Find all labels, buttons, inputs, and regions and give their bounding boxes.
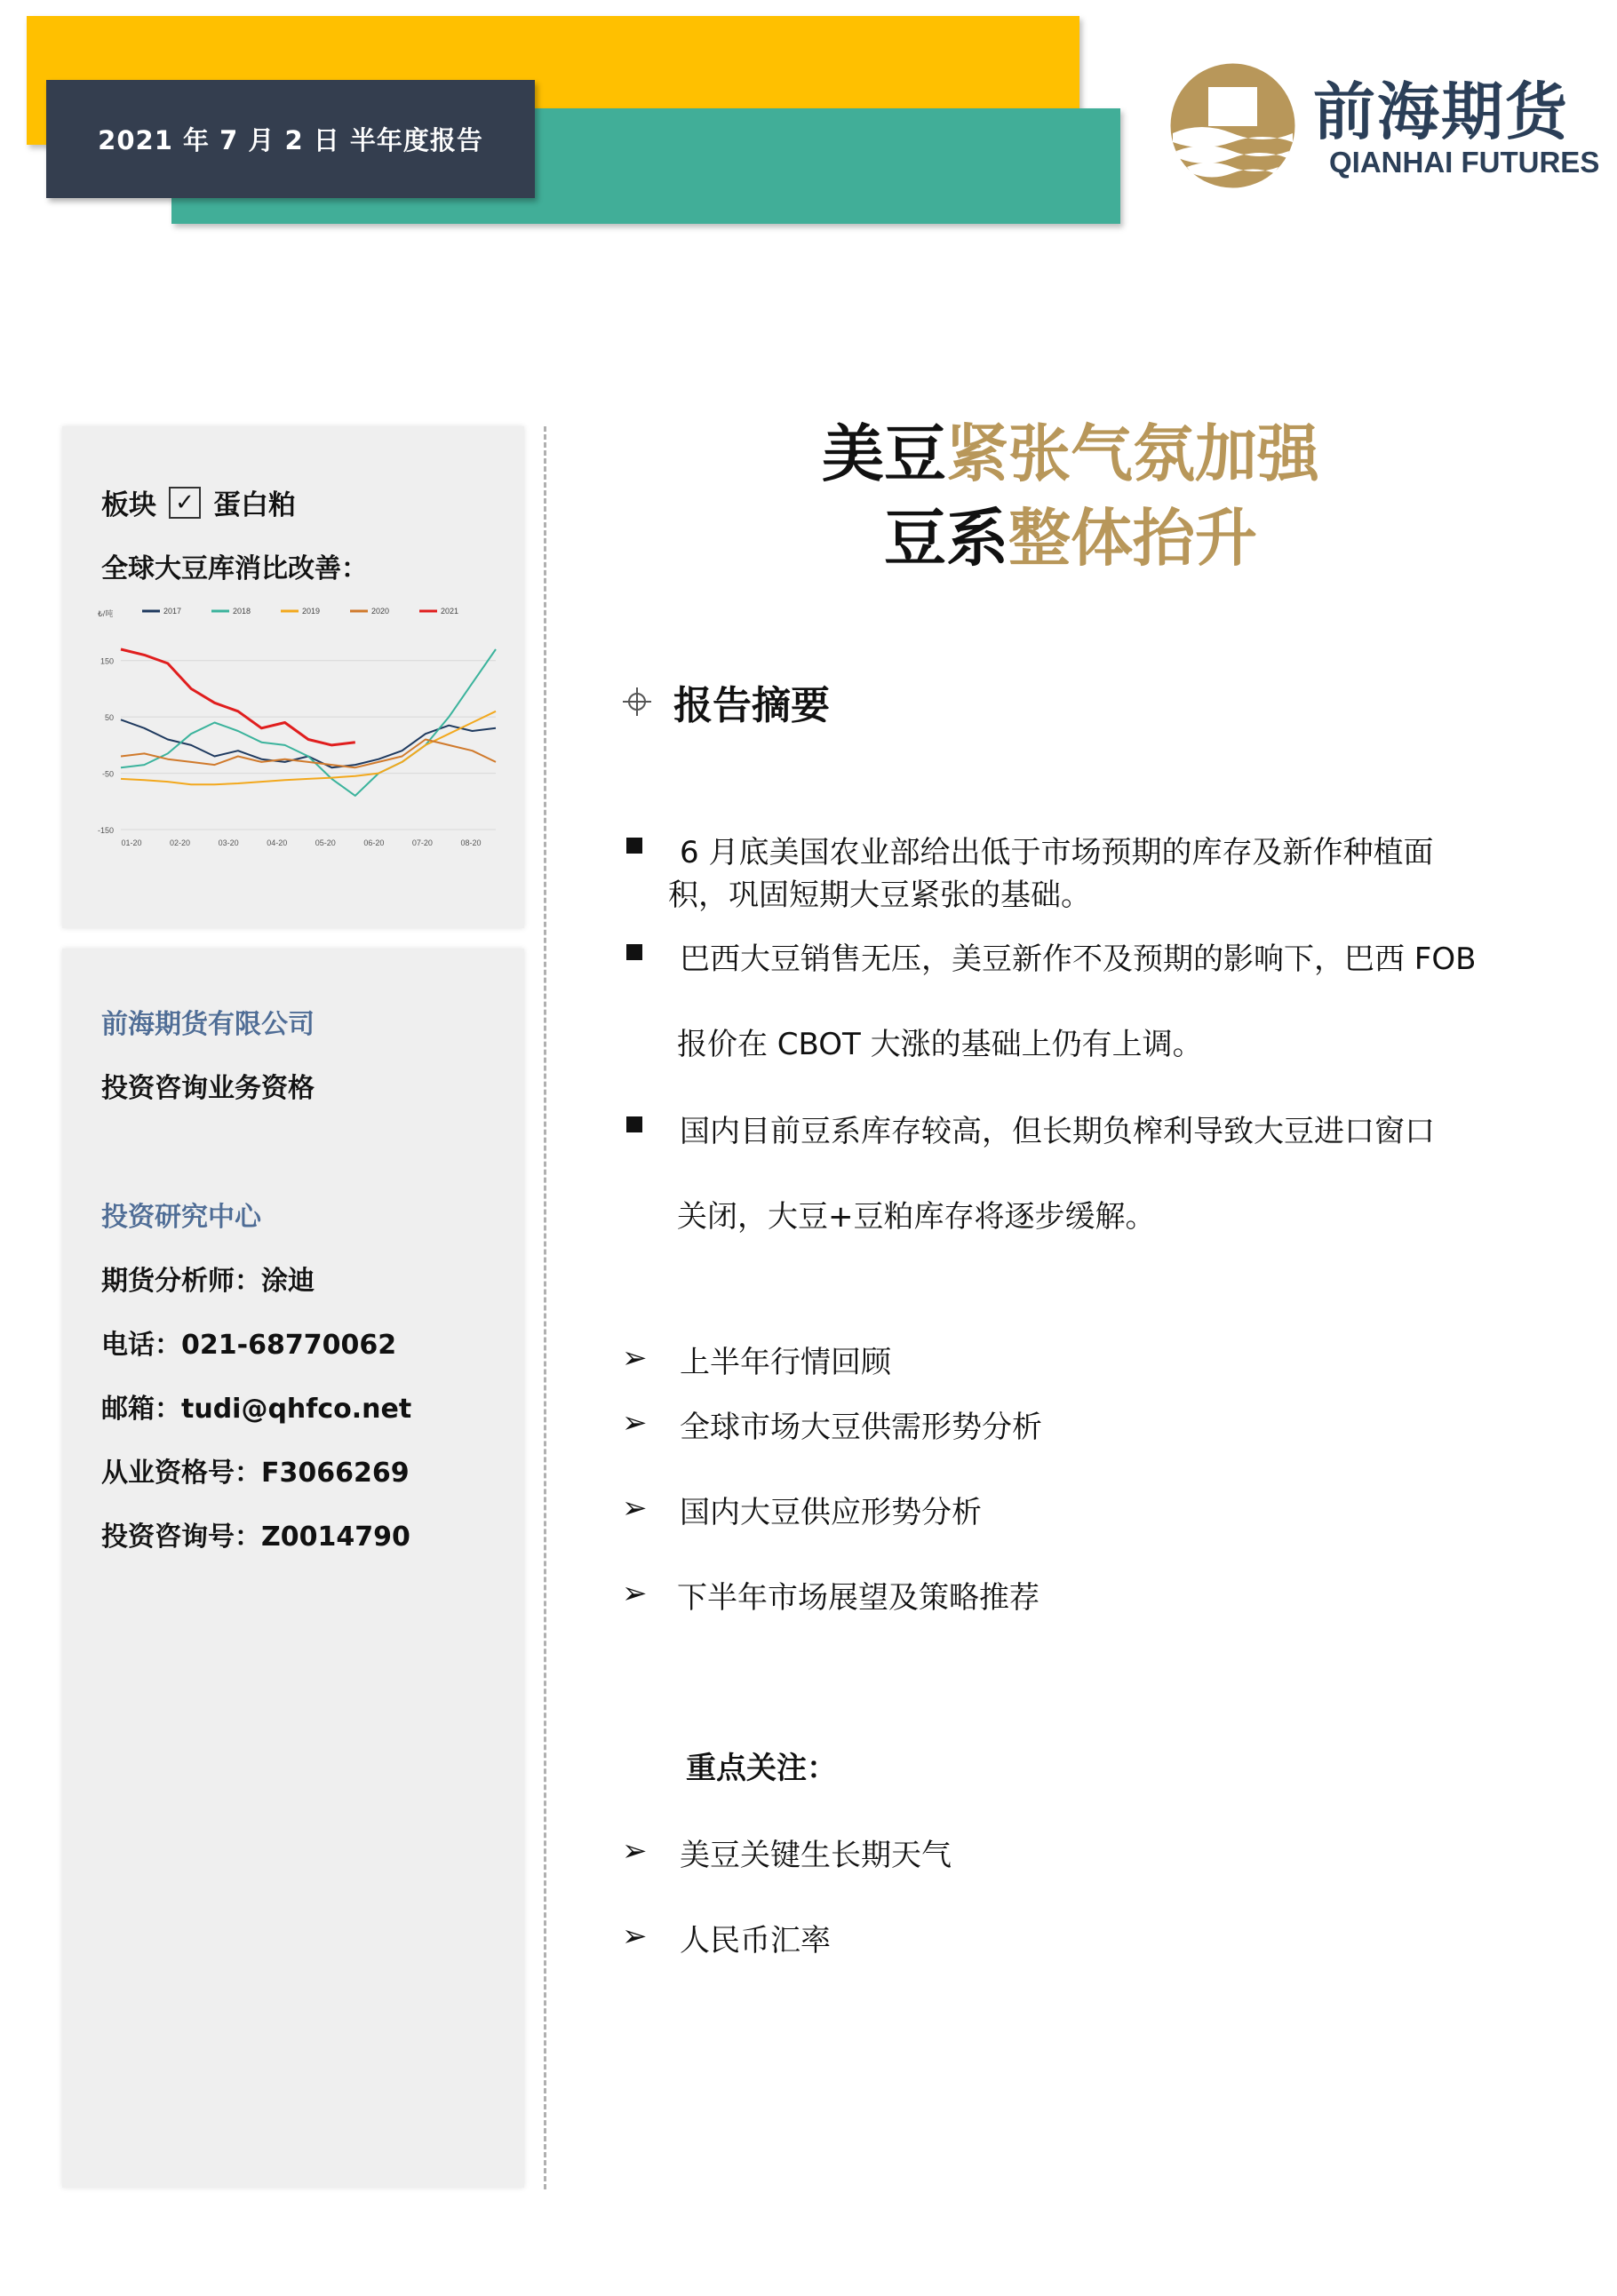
- checkbox-checked-icon: ✓: [169, 487, 201, 519]
- toc-item: 全球市场大豆供需形势分析: [680, 1410, 1042, 1445]
- advisory-number: 投资咨询号：Z0014790: [101, 1521, 410, 1553]
- focus-heading: 重点关注：: [686, 1751, 837, 1786]
- abstract-point-2-line2: 报价在 CBOT 大涨的基础上仍有上调。: [677, 1027, 1203, 1062]
- chart-caption: 全球大豆库消比改善：: [101, 553, 368, 584]
- square-bullet-icon: [626, 944, 642, 960]
- x-tick-label: 07-20: [411, 838, 433, 847]
- phone: 电话：021-68770062: [101, 1330, 397, 1361]
- legend-label-2021: 2021: [441, 607, 459, 616]
- abstract-point-3-line2: 关闭，大豆+豆粕库存将逐步缓解。: [677, 1199, 1156, 1235]
- y-tick-label: 50: [104, 713, 114, 723]
- x-tick-label: 02-20: [170, 838, 191, 847]
- logo-chinese-name: 前海期货: [1313, 75, 1569, 148]
- x-tick-label: 01-20: [121, 838, 142, 847]
- title-line2-black: 豆系: [884, 502, 1008, 575]
- contact-panel: [62, 949, 524, 2188]
- arrow-bullet-icon: ➢: [622, 1919, 648, 1954]
- license-number: 从业资格号：F3066269: [101, 1458, 410, 1489]
- toc-item: 上半年行情回顾: [680, 1345, 891, 1380]
- crosshair-icon: [622, 687, 652, 717]
- abstract-point-1-line1: 6 月底美国农业部给出低于市场预期的库存及新作种植面: [680, 835, 1434, 870]
- soy-stock-ratio-chart: [78, 597, 508, 851]
- email: 邮箱：tudi@qhfco.net: [101, 1394, 412, 1425]
- qianhai-logo-icon: [1169, 62, 1296, 189]
- sector-row: [101, 482, 296, 522]
- legend-label-2019: 2019: [302, 607, 321, 616]
- arrow-bullet-icon: ➢: [622, 1833, 648, 1869]
- x-tick-label: 08-20: [460, 838, 482, 847]
- x-tick-label: 05-20: [315, 838, 336, 847]
- toc-item: 国内大豆供应形势分析: [680, 1495, 982, 1530]
- analyst-name: 期货分析师：涂迪: [101, 1266, 315, 1297]
- legend-label-2020: 2020: [371, 607, 390, 616]
- title-line1-black: 美豆: [822, 417, 946, 490]
- logo-english-name: QIANHAI FUTURES: [1329, 146, 1600, 179]
- abstract-point-1-line2: 积，巩固短期大豆紧张的基础。: [668, 878, 1091, 913]
- title-line1-gold: 紧张气氛加强: [946, 417, 1319, 490]
- y-tick-label: -150: [97, 826, 114, 835]
- toc-item: 下半年市场展望及策略推荐: [677, 1580, 1040, 1616]
- abstract-point-3-line1: 国内目前豆系库存较高，但长期负榨利导致大豆进口窗口: [680, 1114, 1435, 1149]
- sector-value: 蛋白粕: [213, 489, 296, 521]
- y-tick-label: -50: [101, 769, 114, 779]
- y-unit-label: ₺/吨: [98, 609, 114, 618]
- report-title-line2: [569, 489, 1573, 578]
- x-tick-label: 03-20: [218, 838, 239, 847]
- abstract-point-2-line1: 巴西大豆销售无压，美豆新作不及预期的影响下，巴西 FOB: [680, 941, 1477, 977]
- series-line-2020: [121, 740, 496, 768]
- y-tick-label: 150: [100, 656, 114, 666]
- x-tick-label: 06-20: [363, 838, 385, 847]
- legend-label-2017: 2017: [163, 607, 182, 616]
- series-line-2018: [121, 649, 496, 796]
- abstract-heading: [622, 673, 830, 730]
- arrow-bullet-icon: ➢: [622, 1405, 648, 1441]
- arrow-bullet-icon: ➢: [622, 1490, 648, 1526]
- arrow-bullet-icon: ➢: [622, 1340, 648, 1376]
- focus-item: 美豆关键生长期天气: [680, 1838, 952, 1873]
- focus-item: 人民币汇率: [680, 1923, 831, 1958]
- arrow-bullet-icon: ➢: [622, 1576, 648, 1611]
- square-bullet-icon: [626, 1116, 642, 1132]
- legend-label-2018: 2018: [233, 607, 251, 616]
- report-title-line1: [569, 404, 1573, 494]
- research-center: 投资研究中心: [101, 1202, 261, 1233]
- qualification: 投资咨询业务资格: [101, 1073, 315, 1104]
- report-date: 2021 年 7 月 2 日 半年度报告: [98, 125, 483, 155]
- sector-label: 板块: [101, 489, 156, 521]
- report-date-banner: [46, 80, 535, 198]
- x-tick-label: 04-20: [267, 838, 288, 847]
- abstract-heading-text: 报告摘要: [673, 683, 830, 728]
- company-name: 前海期货有限公司: [101, 1009, 315, 1040]
- column-divider: [544, 426, 546, 2189]
- square-bullet-icon: [626, 838, 642, 854]
- title-line2-gold: 整体抬升: [1008, 502, 1257, 575]
